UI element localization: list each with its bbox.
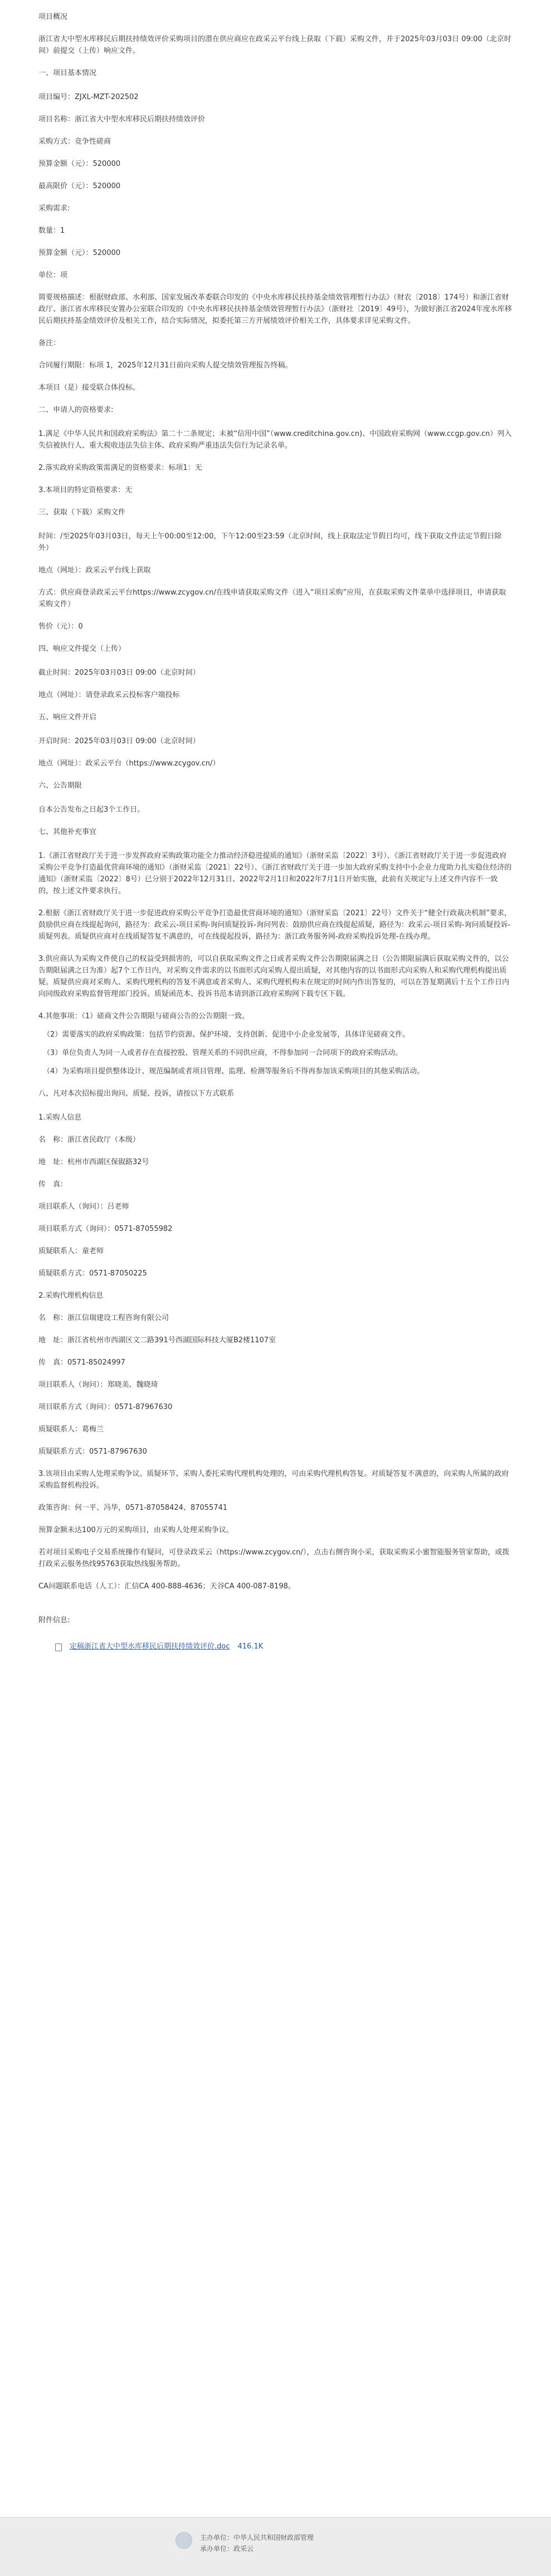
max-price: 最高限价（元）：520000 [38, 182, 121, 190]
footer-text [200, 2532, 314, 2554]
requirements-label: 采购需求: [38, 204, 70, 213]
purchaser-contact-tel: 项目联系方式（询问）：0571-87055982 [38, 1225, 173, 1233]
project-number: 项目编号：ZJXL-MZT-202502 [38, 93, 139, 101]
purchaser-address: 地 址：杭州市西湖区保俶路32号 [38, 1158, 149, 1166]
other-item-4b: （2）需要落实的政府采购政策：包括节约资源、保护环境、支持创新、促进中小企业发展等，具体详见磋商文件。 [43, 1031, 410, 1039]
submit-heading: 四、响应文件提交（上传） [38, 645, 126, 653]
footer-info [175, 2532, 314, 2554]
document-price: 售价（元）：0 [38, 622, 83, 631]
attachment-item [38, 1641, 512, 1652]
contact-heading: 八、凡对本次招标提出询问、质疑、投诉，请按以下方式联系 [38, 1090, 235, 1098]
qualification-3: 3.本项目的特定资格要求：无 [38, 486, 133, 494]
other-item-2: 2.根据《浙江省财政厅关于进一步促进政府采购公平竞争打造最优营商环境的通知》（浙财采监〔2021〕22号）文件关于“健全行政裁决机制”要求，鼓励供应商在线提起询问，路径为：政采云-项目采购-询问质疑投诉-询问列表：鼓励供应商在线提起质疑，路径为：政采云-项目采购-询问质疑投诉-质疑列表。质疑供应商对在线质疑答复不满意的，可在线提起投诉，路径为：浙江政务服务网-政府采购投诉处理-在线办理。 [38, 909, 511, 941]
obtain-place: 地点（网址）：政采云平台线上获取 [38, 566, 151, 575]
brief-description: 简要规格描述：根据财政部、水利部、国家发展改革委联合印发的《中央水库移民扶持基金绩效管理暂行办法》（财农〔2018〕174号）和浙江省财政厅、浙江省水库移民安置办公室联合印发的《中央水库移民扶持基金绩效管理暂行办法》（浙财社〔2019〕49号），为做好浙江省2024年度水库移民后期扶持基金绩效评价及相关工作，结合实际情况，拟委托第三方开展绩效评价相关工作，具体要求详见采购文件。 [38, 293, 512, 325]
budget-amount: 预算金额（元）：520000 [38, 160, 121, 168]
budget-amount-item: 预算金额（元）：520000 [38, 249, 121, 257]
qualification-2: 2.落实政府采购政策需满足的资格要求：标项1：无 [38, 464, 202, 472]
announcement-content [38, 11, 512, 1652]
agency-contact-tel: 项目联系方式（询问）：0571-87967630 [38, 1403, 173, 1411]
budget-note: 预算金额未达100万元的采购项目，由采购人处理采购争议。 [38, 1526, 233, 1534]
agency-complaint-contact: 质疑联系人：葛梅兰 [38, 1425, 104, 1434]
qualification-1: 1.满足《中华人民共和国政府采购法》第二十二条规定；未被“信用中国”（www.creditchina.gov.cn)、中国政府采购网（www.ccgp.gov.cn）列入失信被执行人、重大税收违法失信主体、政府采购严重违法失信行为记录名单。 [38, 430, 512, 450]
agency-name: 名 称：浙江信瑞建设工程咨询有限公司 [38, 1314, 169, 1322]
attachment-size: 416.1K [237, 1642, 264, 1651]
document-icon [55, 1643, 62, 1651]
remarks-label: 备注： [38, 339, 61, 347]
overview-heading: 项目概况 [38, 13, 68, 21]
agency-complaint-tel: 质疑联系方式：0571-87967630 [38, 1448, 147, 1456]
purchaser-name: 名 称：浙江省民政厅（本级） [38, 1136, 140, 1144]
submit-deadline: 截止时间：2025年03月03日 09:00（北京时间） [38, 669, 200, 677]
project-name: 项目名称：浙江省大中型水库移民后期扶持绩效评价 [38, 115, 206, 124]
purchaser-complaint-contact: 质疑联系人：童老师 [38, 1247, 104, 1255]
open-time: 开启时间：2025年03月03日 09:00（北京时间） [38, 737, 200, 745]
overview-text: 浙江省大中型水库移民后期扶持绩效评价采购项目的潜在供应商应在政采云平台线上获取（下载）采购文件，并于2025年03月03日 09:00（北京时间）前提交（上传）响应文件。 [38, 35, 511, 55]
obtain-method: 方式：供应商登录政采云平台https://www.zcygov.cn/在线申请获取采购文件（进入“项目采购”应用，在获取采购文件菜单中选择项目，申请获取采购文件） [38, 588, 506, 609]
agency-contact: 项目联系人（询问）：郑晓美、魏晓琦 [38, 1381, 158, 1389]
other-item-3: 3.供应商认为采购文件使自己的权益受到损害的，可以自获取采购文件之日或者采购文件公告期限届满之日（公告期限届满后获取采购文件的，以公告期限届满之日为准）起7个工作日内，对采购文件需求的以书面形式向采购人提出质疑，对其他内容的以书面形式向采购人和采购代理机构提出质疑。质疑供应商对采购人、采购代理机构的答复不满意或者采购人、采购代理机构未在规定的时间内作出答复的，可以在答复期满后十五个工作日内向同级政府采购监督管理部门投诉。质疑函范本、投诉书范本请到浙江政府采购网下载专区下载。 [38, 955, 510, 998]
other-item-4c: （3）单位负责人为同一人或者存在直接控股、管理关系的不同供应商，不得参加同一合同项下的政府采购活动。 [43, 1049, 403, 1057]
period-heading: 六、公告期限 [38, 782, 82, 790]
purchaser-fax: 传 真： [38, 1180, 68, 1189]
purchaser-complaint-tel: 质疑联系方式：0571-87050225 [38, 1269, 147, 1278]
other-item-1: 1.《浙江省财政厅关于进一步发挥政府采购政策功能全力推动经济稳进提质的通知》（浙财采监〔2022〕3号）、《浙江省财政厅关于进一步促进政府采购公平竞争打造最优营商环境的通知》（浙财采监〔2021〕22号）、《浙江省财政厅关于进一步加大政府采购支持中小企业力度助力扎实稳住经济的通知》（浙财采监〔2022〕8号）已分别于2022年12月31日、2022年2月1日和2022年7月1日开始实施，此前有关规定与上述文件内容不一致的，按上述文件要求执行。 [38, 852, 512, 895]
contract-period: 合同履行期限：标项 1，2025年12月31日前向采购人提交绩效管理报告终稿。 [38, 361, 292, 370]
other-heading: 七、其他补充事宜 [38, 828, 97, 836]
agency-fax: 传 真：0571-85024997 [38, 1358, 125, 1367]
obtain-time: 时间：/至2025年03月03日，每天上午00:00至12:00，下午12:00至23:59（北京时间，线上获取法定节假日均可，线下获取文件法定节假日除外） [38, 532, 502, 552]
period-text: 自本公告发布之日起3个工作日。 [38, 806, 145, 814]
page-footer [0, 2517, 551, 2576]
unit: 单位：项 [38, 271, 68, 279]
agency-heading: 2.采购代理机构信息 [38, 1292, 104, 1300]
attachments-label: 附件信息: [38, 1616, 70, 1625]
platform-help: 若对项目采购电子交易系统操作有疑问，可登录政采云（https://www.zcygov.cn/），点击右侧咨询小采，获取采购采小蜜智能服务管家帮助，或拨打政采云服务热线95763获取热线服务帮助。 [38, 1548, 510, 1568]
supervision-tel: 政策咨询：何一平、冯华，0571-87058424、87055741 [38, 1504, 228, 1512]
supervision-text: 3.该项目由采购人处理采购争议。质疑环节、采购人委托采购代理机构处理的，可由采购代理机构答复。对质疑答复不满意的，向采购人所属的政府采购监督机构投诉。 [38, 1470, 509, 1490]
purchaser-heading: 1.采购人信息 [38, 1113, 82, 1122]
emblem-icon [175, 2532, 192, 2549]
qualification-heading: 二、申请人的资格要求: [38, 406, 114, 414]
open-heading: 五、响应文件开启 [38, 713, 97, 722]
purchase-method: 采购方式：竞争性磋商 [38, 138, 111, 146]
footer-line-1: 主办单位：中华人民共和国财政部管理 [200, 2534, 314, 2541]
purchaser-contact: 项目联系人（询问）：吕老师 [38, 1203, 129, 1211]
submit-place: 地点（网址）：请登录政采云投标客户端投标 [38, 691, 180, 699]
basic-heading: 一、项目基本情况 [38, 69, 97, 77]
other-item-4d: （4）为采购项目提供整体设计、规范编制或者项目管理、监理、检测等服务后不得再参加该采购项目的其他采购活动。 [43, 1067, 425, 1076]
quantity: 数量：1 [38, 227, 65, 235]
consortium-note: 本项目（是）接受联合体投标。 [38, 384, 140, 392]
ca-help: CA问题联系电话（人工）：汇信CA 400-888-4636；天谷CA 400-087-8198。 [38, 1582, 295, 1591]
footer-line-2: 承办单位：政采云 [200, 2545, 254, 2553]
open-place: 地点（网址）：政采云平台（https://www.zcygov.cn/） [38, 759, 220, 768]
attachment-link[interactable]: 定稿浙江省大中型水库移民后期扶持绩效评价.doc [70, 1642, 230, 1651]
agency-address: 地 址：浙江省杭州市西湖区文二路391号西湖国际科技大厦B2楼1107室 [38, 1336, 276, 1345]
obtain-heading: 三、获取（下载）采购文件 [38, 508, 126, 517]
other-item-4a: 4.其他事项：（1）磋商文件公告期限与磋商公告的公告期限一致。 [38, 1012, 250, 1020]
